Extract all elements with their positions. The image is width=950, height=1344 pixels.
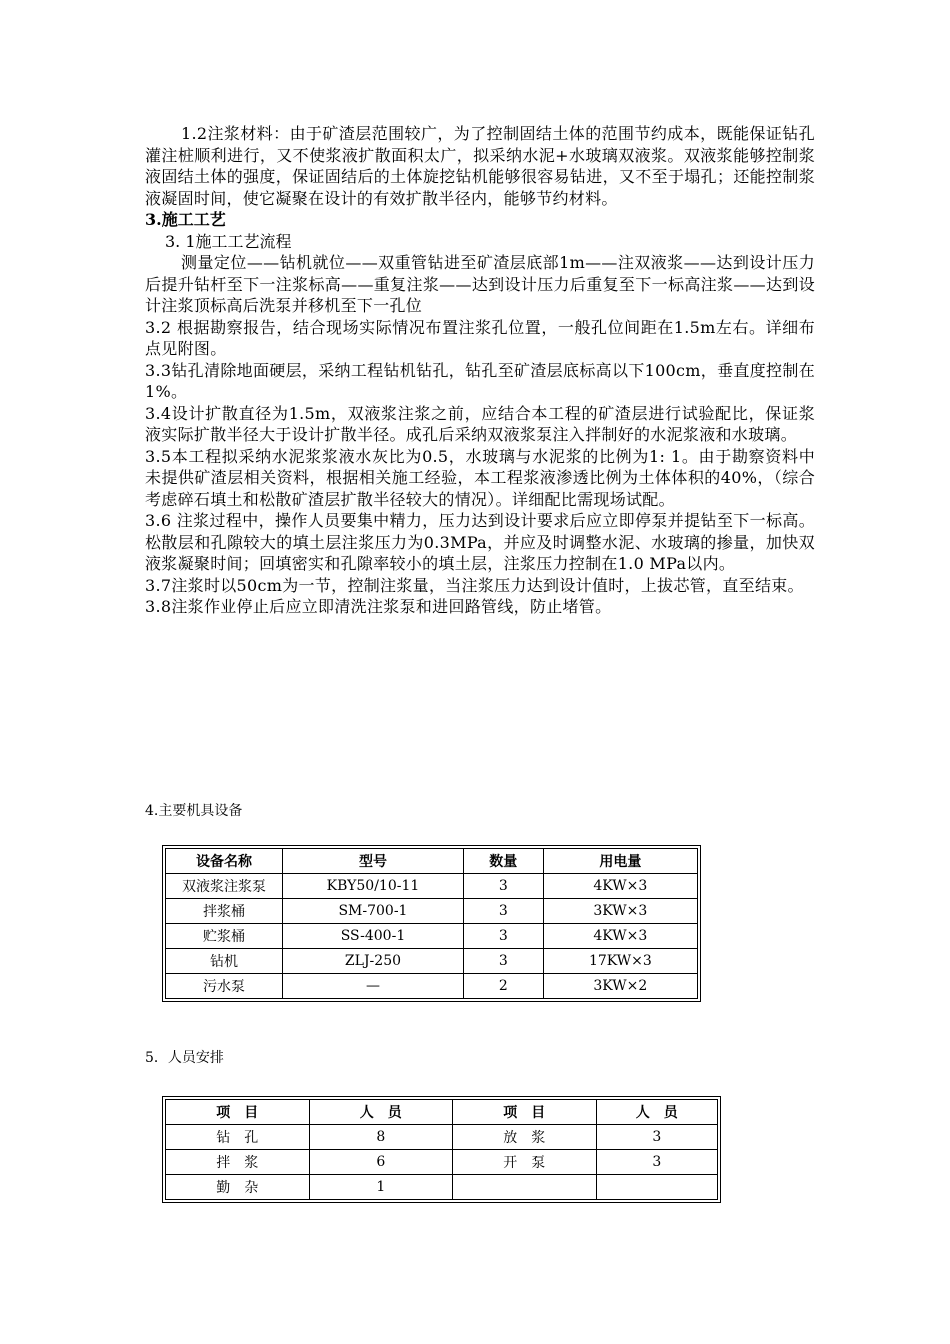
- table-cell: [596, 1175, 717, 1200]
- table-cell: 拌 浆: [166, 1150, 310, 1175]
- header-cell: 设备名称: [166, 849, 283, 874]
- table-cell: ZLJ-250: [283, 949, 464, 974]
- table-row: [166, 1125, 718, 1150]
- paragraph-3-7: 3.7注浆时以50cm为一节，控制注浆量，当注浆压力达到设计值时，上拔芯管，直至结束。: [145, 575, 804, 595]
- table-cell: 3: [463, 874, 543, 899]
- table-cell: [453, 1175, 597, 1200]
- equipment-table-frame: [162, 845, 701, 1002]
- staff-heading: 5．人员安排: [145, 1050, 224, 1066]
- header-cell: 型号: [283, 849, 464, 874]
- table-cell: 3KW×3: [543, 899, 697, 924]
- table-cell: 双液浆注浆泵: [166, 874, 283, 899]
- equipment-heading: 4.主要机具设备: [145, 803, 243, 819]
- paragraph-3-4: 3.4设计扩散直径为1.5m，双液浆注浆之前，应结合本工程的矿渣层进行试验配比，保证浆液实际扩散半径大于设计扩散半径。成孔后采纳双液浆泵注入拌制好的水泥浆液和水玻璃。: [145, 403, 815, 444]
- table-cell: 贮浆桶: [166, 924, 283, 949]
- table-header-row: [166, 1100, 718, 1125]
- table-cell: SS-400-1: [283, 924, 464, 949]
- table-cell: 3: [463, 899, 543, 924]
- table-row: [166, 874, 698, 899]
- paragraph-3-3: 3.3钻孔清除地面硬层，采纳工程钻机钻孔，钻孔至矿渣层底标高以下100cm，垂直度控制在1%。: [145, 360, 815, 401]
- staff-table: [165, 1099, 718, 1200]
- table-cell: 放 浆: [453, 1125, 597, 1150]
- paragraph-3-6: 3.6 注浆过程中，操作人员要集中精力，压力达到设计要求后应立即停泵并提钻至下一标高。松散层和孔隙较大的填土层注浆压力为0.3MPa，并应及时调整水泥、水玻璃的掺量，加快双液浆凝聚时间；回填密实和孔隙率较小的填土层，注浆压力控制在1.0 MPa以内。: [145, 511, 815, 573]
- table-cell: 污水泵: [166, 974, 283, 999]
- paragraph-process-flow: 测量定位——钻机就位——双重管钻进至矿渣层底部1m——注双液浆——达到设计压力后提升钻杆至下一注浆标高——重复注浆——达到设计压力后重复至下一标高注浆——达到设计注浆顶标高后洗泵并移机至下一孔位: [145, 253, 815, 315]
- paragraph-3-5: 3.5本工程拟采纳水泥浆浆液水灰比为0.5，水玻璃与水泥浆的比例为1: 1。由于勘察资料中未提供矿渣层相关资料，根据相关施工经验，本工程浆液渗透比例为土体体积的40%，（综合考虑碎石填土和松散矿渣层扩散半径较大的情况）。详细配比需现场试配。: [145, 446, 815, 509]
- header-cell: 数量: [463, 849, 543, 874]
- header-cell: 人 员: [596, 1100, 717, 1125]
- paragraph-grout-material: 1.2注浆材料：由于矿渣层范围较广，为了控制固结土体的范围节约成本，既能保证钻孔灌注桩顺利进行，又不使浆液扩散面积太广，拟采纳水泥+水玻璃双液浆。双液浆能够控制浆液固结土体的强度，保证固结后的土体旋挖钻机能够很容易钻进，又不至于塌孔；还能控制浆液凝固时间，使它凝聚在设计的有效扩散半径内，能够节约材料。: [145, 124, 815, 208]
- table-cell: 钻机: [166, 949, 283, 974]
- table-row: [166, 924, 698, 949]
- table-cell: SM-700-1: [283, 899, 464, 924]
- table-cell: 3KW×2: [543, 974, 697, 999]
- table-cell: 3: [463, 924, 543, 949]
- table-cell: —: [283, 974, 464, 999]
- table-cell: KBY50/10-11: [283, 874, 464, 899]
- table-row: [166, 1175, 718, 1200]
- table-cell: 拌浆桶: [166, 899, 283, 924]
- header-cell: 项 目: [453, 1100, 597, 1125]
- table-cell: 3: [596, 1150, 717, 1175]
- header-cell: 人 员: [309, 1100, 453, 1125]
- equipment-table: [165, 848, 698, 999]
- table-cell: 3: [463, 949, 543, 974]
- table-cell: 钻 孔: [166, 1125, 310, 1150]
- paragraph-3-2: 3.2 根据勘察报告，结合现场实际情况布置注浆孔位置，一般孔位间距在1.5m左右。详细布点见附图。: [145, 317, 815, 358]
- subheading-process-flow: 3. 1施工工艺流程: [165, 231, 292, 251]
- paragraph-3-8: 3.8注浆作业停止后应立即清洗注浆泵和进回路管线，防止堵管。: [145, 597, 612, 616]
- table-cell: 开 泵: [453, 1150, 597, 1175]
- table-header-row: [166, 849, 698, 874]
- table-cell: 4KW×3: [543, 874, 697, 899]
- table-row: [166, 974, 698, 999]
- table-cell: 17KW×3: [543, 949, 697, 974]
- header-cell: 用电量: [543, 849, 697, 874]
- table-cell: 8: [309, 1125, 453, 1150]
- table-row: [166, 899, 698, 924]
- section-heading-construction: 3.施工工艺: [145, 210, 226, 229]
- table-cell: 4KW×3: [543, 924, 697, 949]
- table-cell: 3: [596, 1125, 717, 1150]
- staff-table-frame: [162, 1096, 721, 1203]
- body-text: [145, 123, 815, 618]
- table-cell: 1: [309, 1175, 453, 1200]
- table-cell: 勤 杂: [166, 1175, 310, 1200]
- table-row: [166, 1150, 718, 1175]
- table-cell: 2: [463, 974, 543, 999]
- table-row: [166, 949, 698, 974]
- header-cell: 项 目: [166, 1100, 310, 1125]
- table-cell: 6: [309, 1150, 453, 1175]
